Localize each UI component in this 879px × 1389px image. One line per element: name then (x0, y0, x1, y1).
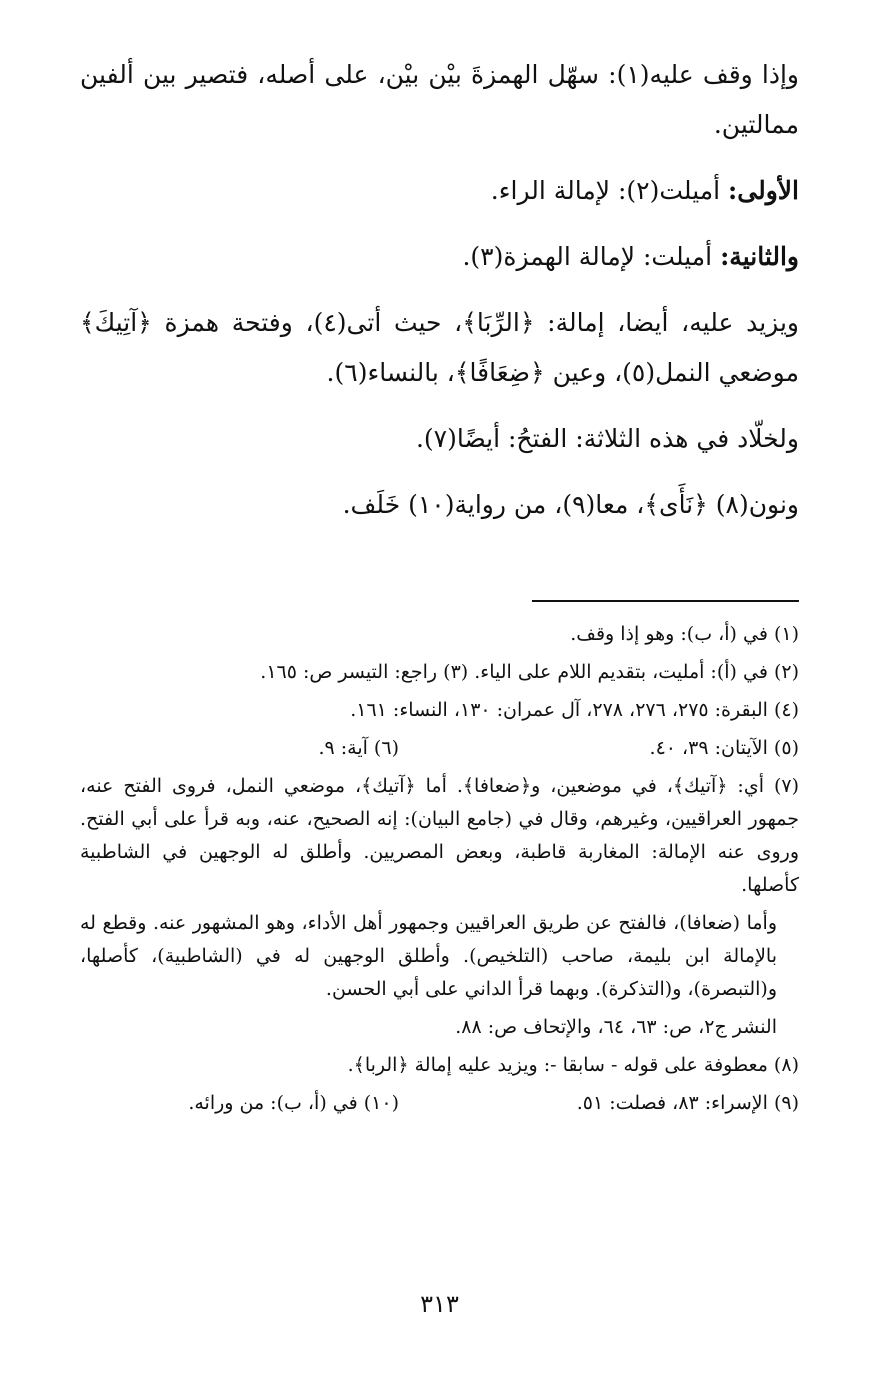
paragraph-6: ونون(٨) ﴿نَأَى﴾، معا(٩)، من رواية(١٠) خَلَف. (342, 490, 799, 519)
footnotes (80, 618, 799, 1125)
footnote-7-continued: وأما (ضعافا)، فالفتح عن طريق العراقيين وجمهور أهل الأداء، وهو المشهور عنه. وقطع له بالإمالة ابن بليمة، صاحب (التلخيص). وأطلق الوجهين له في (الشاطبية)، كأصلها، و(التبصرة)، و(التذكرة). وبهما قرأ الداني على أبي الحسن. (80, 912, 777, 1000)
footnote-7: (٧) أي: ﴿آتيك﴾، في موضعين، و﴿ضعافا﴾. أما ﴿آتيك﴾، موضعي النمل، فروى الفتح عنه، جمهور العراقيين، وغيرهم، وقال في (جامع البيان): إنه الصحيح، عنه، وبه قرأ على أبي الفتح. وروى عنه الإمالة: المغاربة قاطبة، وبعض المصريين. وأطلق له الوجهين في الشاطبية كأصلها. (80, 775, 799, 896)
paragraph-1: وإذا وقف عليه(١): سهّل الهمزةَ بيْن بيْن، على أصله، فتصير بين ألفين ممالتين. (80, 60, 799, 139)
footnote-6: (٦) آية: ٩. (318, 737, 399, 759)
paragraph-2-text: أميلت(٢): لإمالة الراء. (490, 176, 721, 205)
page-number: ٣١٣ (420, 1290, 459, 1318)
footnote-2-3: (٢) في (أ): أمليت، بتقديم اللام على الياء. (٣) راجع: التيسر ص: ١٦٥. (260, 661, 799, 683)
paragraph-2 (80, 166, 799, 216)
paragraph-4: ويزيد عليه، أيضا، إمالة: ﴿الرِّبَا﴾، حيث أتى(٤)، وفتحة همزة ﴿آتِيكَ﴾ موضعي النمل(٥)، وعين ﴿ضِعَافًا﴾، بالنساء(٦). (80, 308, 799, 387)
footnote-9: (٩) الإسراء: ٨٣، فصلت: ٥١. (576, 1092, 799, 1114)
main-text (80, 50, 799, 530)
paragraph-5: ولخلّاد في هذه الثلاثة: الفتحُ: أيضًا(٧). (415, 424, 799, 453)
book-page (80, 50, 799, 1389)
footnote-5: (٥) الآيتان: ٣٩، ٤٠. (649, 737, 799, 759)
footnote-5-6 (80, 732, 799, 765)
footnote-8: (٨) معطوفة على قوله - سابقا -: ويزيد عليه إمالة ﴿الربا﴾. (347, 1054, 799, 1076)
footnote-separator (532, 600, 799, 602)
footnote-7-source: النشر ج٢، ص: ٦٣، ٦٤، والإتحاف ص: ٨٨. (455, 1016, 777, 1038)
footnote-4: (٤) البقرة: ٢٧٥، ٢٧٦، ٢٧٨، آل عمران: ١٣٠، النساء: ١٦١. (350, 699, 799, 721)
paragraph-3-label: والثانية: (720, 242, 799, 271)
paragraph-2-label: الأولى: (728, 176, 799, 205)
paragraph-3 (80, 232, 799, 282)
footnote-1: (١) في (أ، ب): وهو إذا وقف. (570, 623, 799, 645)
paragraph-3-text: أميلت: لإمالة الهمزة(٣). (462, 242, 713, 271)
footnote-10: (١٠) في (أ، ب): من ورائه. (188, 1092, 399, 1114)
footnote-9-10 (80, 1087, 799, 1120)
